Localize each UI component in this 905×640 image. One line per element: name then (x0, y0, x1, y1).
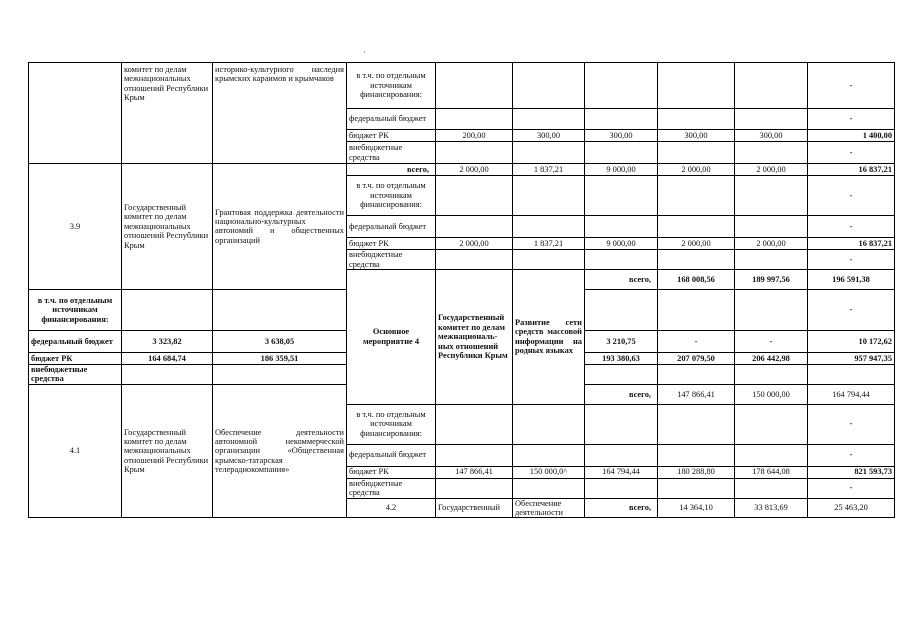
source-label: всего, (585, 498, 658, 518)
value-cell: 150 000,00 (735, 384, 808, 404)
source-label: всего, (585, 384, 658, 404)
source-label: в т.ч. по отдельным источникам финансирования: (29, 289, 122, 330)
value-cell: - (808, 216, 895, 238)
value-cell: 3 638,05 (213, 330, 347, 352)
value-cell: - (808, 142, 895, 164)
value-cell: 1 837,21 (513, 164, 585, 176)
code-cell: 4.2 (347, 498, 436, 518)
value-cell: 147 866,41 (436, 466, 513, 478)
source-label: внебюджетные средства (29, 364, 122, 384)
executor-cell: Государственный комитет по делам межнациональных отношений Республики Крым (122, 384, 213, 518)
budget-table (28, 62, 895, 518)
executor-cell: Государственный комитет по делам межнациональ-ных отношений Республики Крым (436, 270, 513, 405)
source-label: федеральный бюджет (347, 444, 436, 466)
scan-speck: · (363, 48, 366, 57)
value-cell: 200,00 (436, 130, 513, 142)
value-cell: - (808, 478, 895, 498)
value-cell: - (808, 109, 895, 130)
source-label: бюджет РК (347, 130, 436, 142)
value-cell: - (808, 63, 895, 109)
value-cell: 150 000,0^ (513, 466, 585, 478)
source-label: всего, (585, 270, 658, 290)
value-cell: 2 000,00 (436, 238, 513, 250)
value-cell: - (808, 289, 895, 330)
executor-cell: Государственный комитет по делам межнациональных отношений Республики Крым (122, 164, 213, 290)
value-cell: 9 000,00 (585, 238, 658, 250)
value-cell: 193 380,63 (585, 352, 658, 364)
value-cell: 3 323,82 (122, 330, 213, 352)
executor-cell: Государственный (436, 498, 513, 518)
value-cell: 300,00 (585, 130, 658, 142)
source-label: внебюджетные средства (347, 478, 436, 498)
description-cell: Развитие сети средств массовой информации на родных языках (513, 270, 585, 405)
value-cell: 300,00 (658, 130, 735, 142)
executor-cell: комитет по делам межнациональных отношений Республики Крым (122, 63, 213, 164)
value-cell: 9 000,00 (585, 164, 658, 176)
source-label: бюджет РК (347, 238, 436, 250)
value-cell: - (808, 250, 895, 270)
code-cell (29, 63, 122, 164)
value-cell: 2 000,00 (735, 164, 808, 176)
code-cell: Основное мероприятие 4 (347, 270, 436, 405)
value-cell: 207 079,50 (658, 352, 735, 364)
description-cell: Обеспечение деятельности автономной некоммерческой организации «Общественная крымско-татарская телерадиокомпания» (213, 384, 347, 518)
value-cell: 164 794,44 (585, 466, 658, 478)
source-label: всего, (347, 164, 436, 176)
source-label: в т.ч. по отдельным источникам финансирования: (347, 63, 436, 109)
value-cell: 14 364,10 (658, 498, 735, 518)
source-label: внебюджетные средства (347, 250, 436, 270)
value-cell: - (658, 330, 735, 352)
value-cell: 206 442,98 (735, 352, 808, 364)
value-cell: 300,00 (513, 130, 585, 142)
total-cell: 16 837,21 (808, 238, 895, 250)
value-cell: - (735, 330, 808, 352)
table-row (29, 63, 895, 109)
total-cell: 16 837,21 (808, 164, 895, 176)
source-label: федеральный бюджет (347, 109, 436, 130)
source-label: внебюджетные средства (347, 142, 436, 164)
value-cell: 33 813,69 (735, 498, 808, 518)
source-label: федеральный бюджет (347, 216, 436, 238)
value-cell: 2 000,00 (658, 164, 735, 176)
source-label: бюджет РК (347, 466, 436, 478)
total-cell: 10 172,62 (808, 330, 895, 352)
total-cell: 1 400,00 (808, 130, 895, 142)
value-cell: 189 997,56 (735, 270, 808, 290)
value-cell: 164 684,74 (122, 352, 213, 364)
value-cell: 178 644,08 (735, 466, 808, 478)
value-cell: 2 000,00 (658, 238, 735, 250)
value-cell: 3 210,75 (585, 330, 658, 352)
value-cell: - (808, 444, 895, 466)
value-cell: 196 591,38 (808, 270, 895, 290)
value-cell: 168 008,56 (658, 270, 735, 290)
table-row (29, 164, 895, 176)
value-cell: 25 463,20 (808, 498, 895, 518)
value-cell: - (808, 404, 895, 444)
value-cell: 180 288,80 (658, 466, 735, 478)
source-label: бюджет РК (29, 352, 122, 364)
code-cell: 3.9 (29, 164, 122, 290)
description-cell: Грантовая поддержка деятельности национально-культурных автономий и общественных организаций (213, 164, 347, 290)
value-cell: 186 359,51 (213, 352, 347, 364)
value-cell: 147 866,41 (658, 384, 735, 404)
value-cell: - (808, 176, 895, 216)
value-cell: 2 000,00 (436, 164, 513, 176)
value-cell: 164 794,44 (808, 384, 895, 404)
source-label: федеральный бюджет (29, 330, 122, 352)
source-label: в т.ч. по отдельным источникам финансирования: (347, 404, 436, 444)
total-cell: 957 947,35 (808, 352, 895, 364)
code-cell: 4.1 (29, 384, 122, 518)
value-cell: 1 837,21 (513, 238, 585, 250)
value-cell: 300,00 (735, 130, 808, 142)
value-cell: 2 000,00 (735, 238, 808, 250)
description-cell: Обеспечение деятельности (513, 498, 585, 518)
source-label: в т.ч. по отдельным источникам финансирования: (347, 176, 436, 216)
description-cell: историко-культурного наследия крымских караимов и крымчаков (213, 63, 347, 164)
total-cell: 821 593,73 (808, 466, 895, 478)
